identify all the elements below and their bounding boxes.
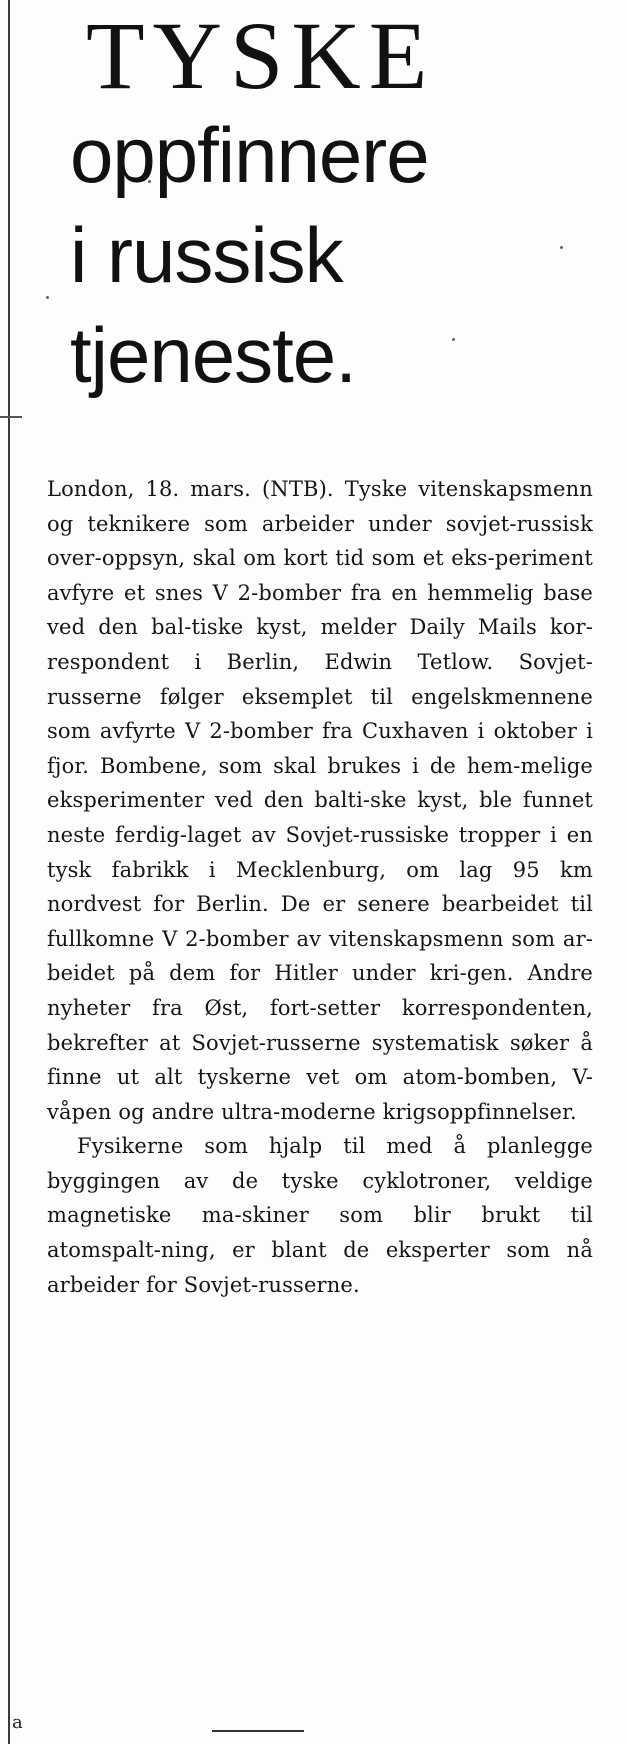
- article-paragraph: Fysikerne som hjalp til med å planlegge byggingen av de tyske cyklotroner, veldige magnetiske ma-skiner som blir brukt til atomspalt-ning, er blant de eksperter som nå arbeider for Sovjet-russerne.: [47, 1134, 593, 1297]
- footer-mark: a: [12, 1712, 23, 1733]
- column-rule-tick: [0, 416, 22, 418]
- headline-line-2: oppfinnere: [70, 111, 429, 199]
- headline-line-4: tjeneste.: [70, 311, 356, 399]
- column-rule: [8, 0, 10, 1744]
- article-body: [47, 472, 593, 1302]
- print-speck: [46, 296, 49, 299]
- headline-line-3: i russisk: [70, 211, 343, 299]
- article-paragraph: London, 18. mars. (NTB). Tyske vitenskapsmenn og teknikere som arbeider under sovjet-russisk over-oppsyn, skal om kort tid som et eks-periment avfyre et snes V 2-bomber fra en hemmelig base ved den bal-tiske kyst, melder Daily Mails kor-respondent i Berlin, Edwin Tetlow. Sovjet-russerne følger eksemplet til engelskmennene som avfyrte V 2-bomber fra Cuxhaven i oktober i fjor. Bombene, som skal brukes i de hem-melige eksperimenter ved den balti-ske kyst, ble funnet neste ferdig-laget av Sovjet-russiske tropper i en tysk fabrikk i Mecklenburg, om lag 95 km nordvest for Berlin. De er senere bearbeidet til fullkomne V 2-bomber av vitenskapsmenn som ar-beidet på dem for Hitler under kri-gen. Andre nyheter fra Øst, fort-setter korrespondenten, bekrefter at Sovjet-russerne systematisk søker å finne ut alt tyskerne vet om atom-bomben, V-våpen og andre ultra-moderne krigsoppfinnelser.: [47, 477, 593, 1124]
- footer-rule: [212, 1730, 304, 1732]
- headline: [70, 2, 610, 416]
- headline-line-1: TYSKE: [86, 2, 436, 109]
